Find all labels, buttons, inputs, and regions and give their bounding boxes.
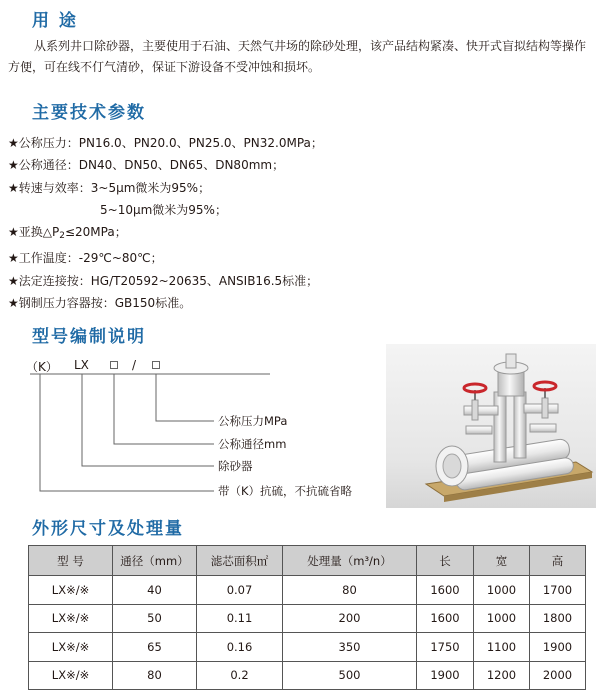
header-model: 型 号 [29,546,113,576]
specs-table [28,545,586,690]
cell-filter-area: 0.07 [197,576,283,605]
cell-capacity: 200 [283,604,417,633]
cell-capacity: 350 [283,633,417,662]
param-diameter: ★公称通径：DN40、DN50、DN65、DN80mm； [8,158,285,173]
header-height: 高 [530,546,586,576]
cell-width: 1000 [474,576,530,605]
intro-paragraph: 从系列井口除砂器，主要使用于石油、天然气井场的除砂处理，该产品结构紧凑、快开式盲拟结构等操作方便，可在线不仃气清砂，保证下游设备不受冲蚀和损坏。 [8,39,587,74]
param-pressure: ★公称压力：PN16.0、PN20.0、PN25.0、PN32.0MPa； [8,136,323,150]
cell-length: 1900 [417,661,474,690]
leader-sulfur [40,374,214,491]
param-exchange-delta: △P [42,225,60,240]
desander-illustration [386,344,596,508]
cell-width: 1200 [474,661,530,690]
cell-capacity: 500 [283,661,417,690]
param-vessel: ★钢制压力容器按：GB150标准。 [8,296,192,311]
header-capacity: 处理量（m³/n） [283,546,417,576]
section-title-dims: 外形尺寸及处理量 [32,519,184,539]
cell-width: 1100 [474,633,530,662]
cell-height: 1900 [530,633,586,662]
param-exchange-prefix: ★亚换 [8,225,43,240]
param-efficiency-cont: 5~10μm微米为95%； [100,202,227,217]
cell-height: 2000 [530,661,586,690]
code-k: （K） [26,360,58,374]
cell-height: 1700 [530,576,586,605]
cell-length: 1600 [417,576,474,605]
param-temperature: ★工作温度：-29℃~80℃； [8,251,163,266]
table-header-row [29,546,586,576]
cell-filter-area: 0.2 [197,661,283,690]
table-row [29,576,586,605]
label-diameter: 公称通径mm [218,437,287,451]
header-diameter: 通径（mm） [113,546,197,576]
param-exchange-suffix: ≤20MPa； [64,225,127,240]
table-row [29,661,586,690]
table-row [29,633,586,662]
cell-length: 1600 [417,604,474,633]
param-exchange-sub: 2 [59,231,65,242]
section-title-params: 主要技术参数 [32,103,146,123]
leader-desander [82,374,214,466]
section-title-use: 用 途 [32,11,78,31]
cell-length: 1750 [417,633,474,662]
leader-diameter [114,374,214,444]
code-lx: LX [74,358,89,372]
param-efficiency: ★转速与效率：3~5μm微米为95%； [8,180,211,195]
leader-pressure [156,374,214,421]
cell-diameter: 80 [113,661,197,690]
header-width: 宽 [474,546,530,576]
cell-diameter: 65 [113,633,197,662]
cell-model: LX※/※ [29,633,113,662]
cell-diameter: 40 [113,576,197,605]
label-desander: 除砂器 [218,459,253,473]
param-exchange [8,221,323,247]
product-photo [386,344,596,508]
label-pressure: 公称压力MPa [218,414,288,428]
code-box-pressure [152,361,160,369]
cell-model: LX※/※ [29,661,113,690]
cell-width: 1000 [474,604,530,633]
cell-filter-area: 0.16 [197,633,283,662]
cell-model: LX※/※ [29,604,113,633]
label-sulfur: 带（K）抗硫，不抗硫省略 [218,484,353,498]
cell-filter-area: 0.11 [197,604,283,633]
cell-height: 1800 [530,604,586,633]
header-length: 长 [417,546,474,576]
cell-model: LX※/※ [29,576,113,605]
cell-diameter: 50 [113,604,197,633]
param-connection: ★法定连接按：HG/T20592~20635、ANSIB16.5标准； [8,273,319,288]
model-code-diagram [0,350,380,510]
header-filter-area: 滤芯面积㎡ [197,546,283,576]
code-slash: / [132,358,137,372]
table-row [29,604,586,633]
section-title-model: 型号编制说明 [32,327,146,347]
params-list [8,132,323,314]
cell-capacity: 80 [283,576,417,605]
code-box-diameter [110,361,118,369]
